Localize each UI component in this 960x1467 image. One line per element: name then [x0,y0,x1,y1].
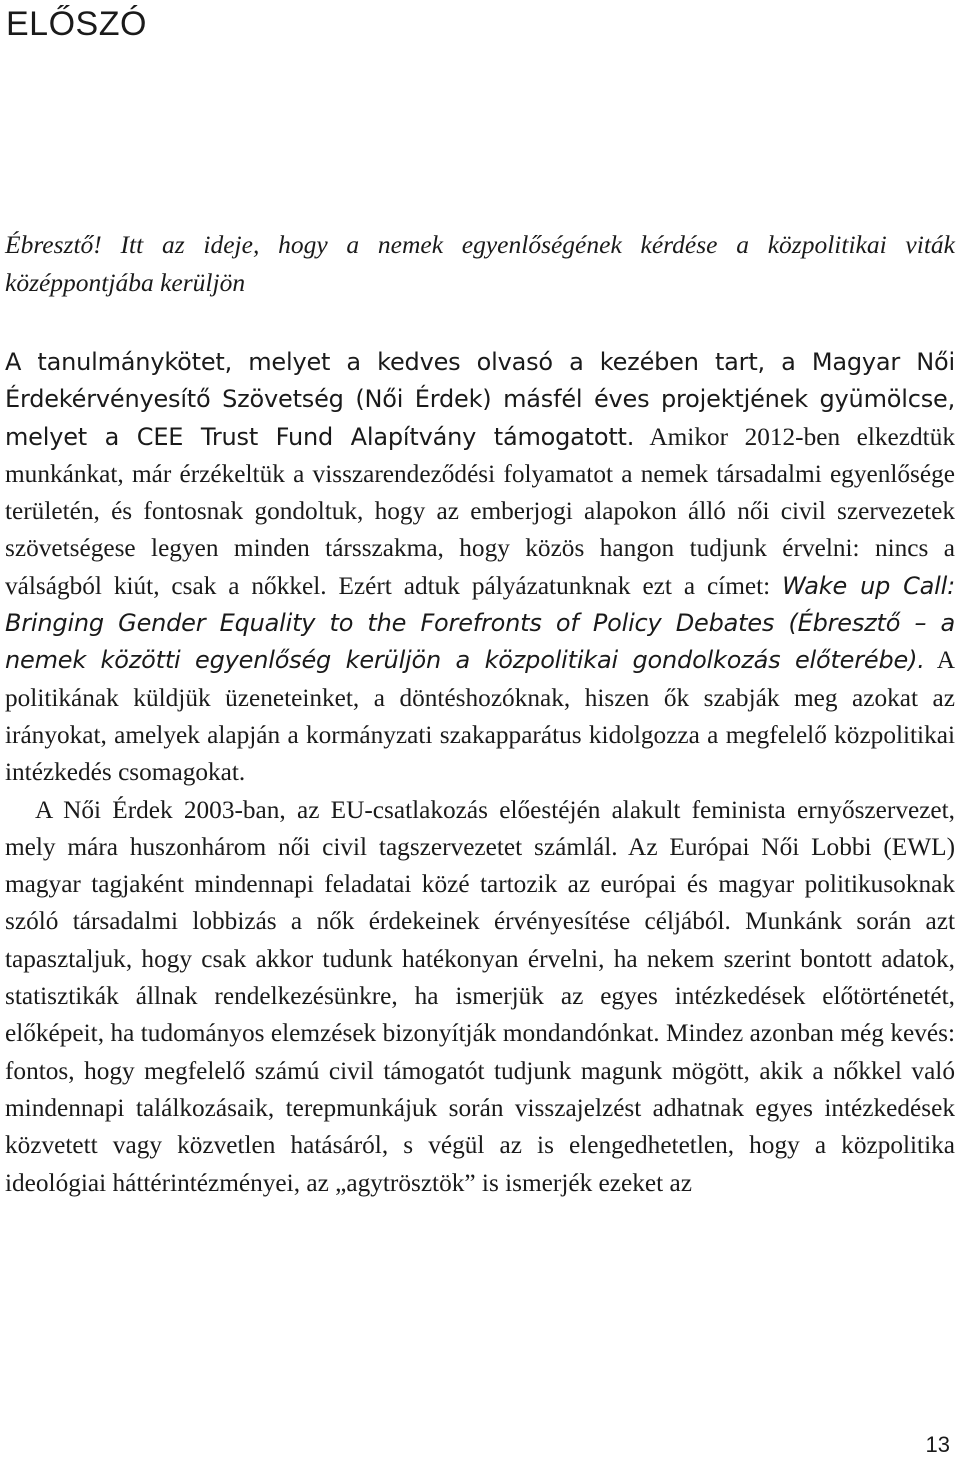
paragraph-1-part-2: Amikor 2012-ben elkezdtük munkánkat, már érzékeltük a visszarendeződési folyamatot a nemek társadalmi egyenlősége területén, és fontosnak gondoltuk, hogy az emberjogi alapokon álló női civil szervezetek szövetségese legyen minden társszakma, hogy közös hangon tudjunk érvelni: nincs a válságból kiút, csak a nőkkel. Ezért adtuk pályázatunknak ezt a címet: [5,422,955,600]
body-text [5,344,955,1202]
page-heading: ELŐSZÓ [6,5,147,43]
page-number: 13 [925,1432,950,1457]
paragraph-1 [5,344,955,792]
paragraph-1-part-4: A politikának küldjük üzeneteinket, a döntéshozóknak, hiszen ők szabják meg azokat az irányokat, amelyek alapján a kormányzati szakapparátus kidolgozza a megfelelő közpolitikai intézkedés csomagokat. [5,646,955,787]
paragraph-1-part-3: Wake up Call: Bringing Gender Equality to the Forefronts of Policy Debates (Ébresztő – a nemek közötti egyenlőség kerüljön a közpolitikai gondolkozás előterébe). [5,571,956,675]
paragraph-2: A Női Érdek 2003-ban, az EU-csatlakozás előestéjén alakult feminista ernyőszervezet, mely mára huszonhárom női civil tagszervezetet számlál. Az Európai Női Lobbi (EWL) magyar tagjaként mindennapi feladatai közé tartozik az európai és magyar politikusoknak szóló társadalmi lobbizás a nők érdekeinek érvényesítése céljából. Munkánk során azt tapasztaljuk, hogy csak akkor tudunk hatékonyan érvelni, ha nekem szerint bontott adatok, statisztikák állnak rendelkezésünkre, ha ismerjük az egyes intézkedések előtörténetét, előképeit, ha tudományos elemzések bizonyítják mondandónkat. Mindez azonban még kevés: fontos, hogy megfelelő számú civil támogatót tudjunk magunk mögött, akik a nőkkel való mindennapi találkozásaik, terepmunkájuk során visszajelzést adhatnak egyes intézkedések közvetett vagy közvetlen hatásáról, s végül az is elengedhetetlen, hogy a közpolitika ideológiai háttérintézményei, az „agytrösztök” is ismerjék ezeket az [5,795,955,1197]
section-subtitle: Ébresztő! Itt az ideje, hogy a nemek egyenlőségének kérdése a közpolitikai viták középpontjába kerüljön [5,230,955,297]
paragraph-1-part-1: A tanulmánykötet, melyet a kedves olvasó a kezében tart, a Magyar Női Érdekérvényesítő Szövetség (Női Érdek) másfél éves projektjének gyümölcse, melyet a CEE Trust Fund Alapítvány támogatott. [5,348,955,451]
